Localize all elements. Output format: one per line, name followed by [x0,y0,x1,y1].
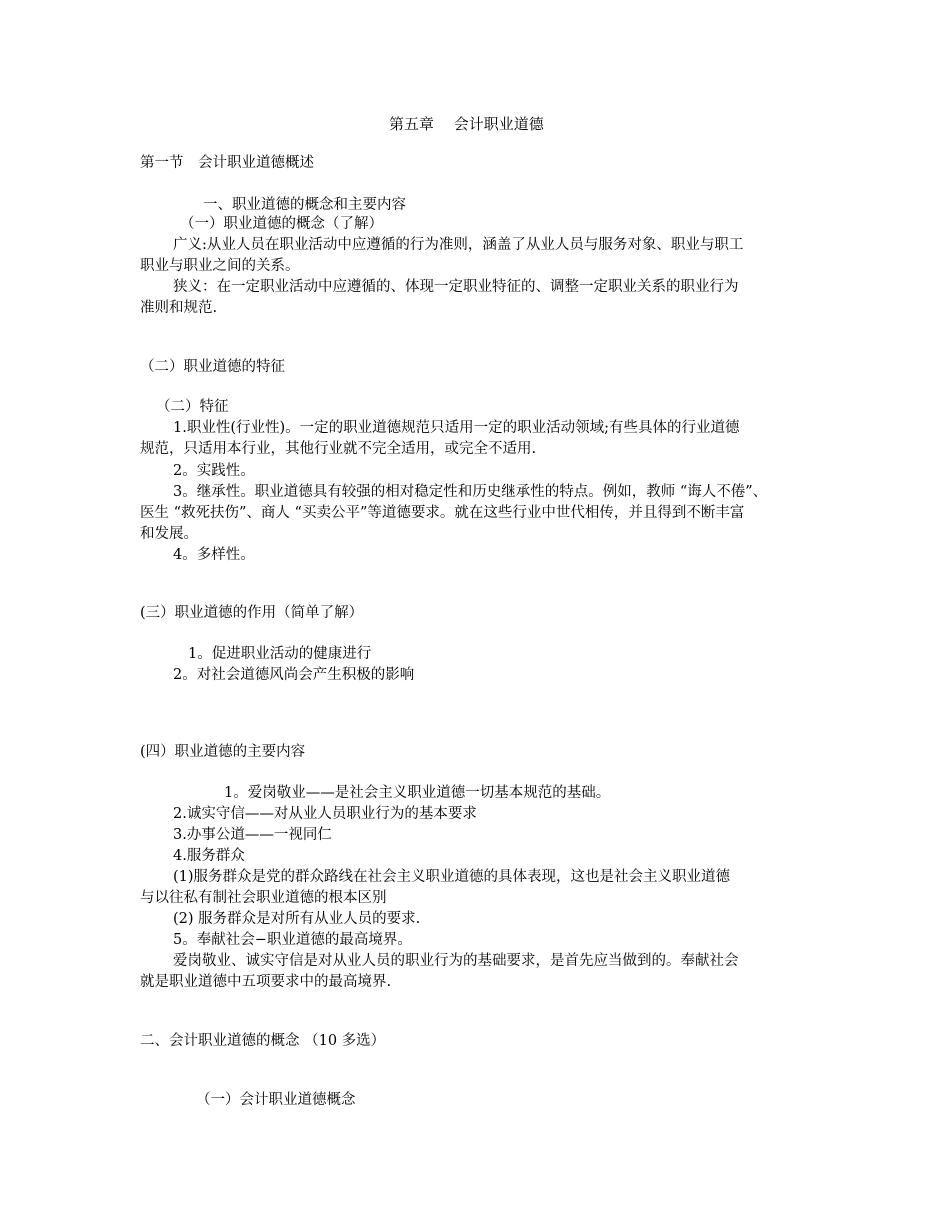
list-item: 1。爱岗敬业——是社会主义职业道德一切基本规范的基础。 [224,785,611,801]
paragraph-line: (1)服务群众是党的群众路线在社会主义职业道德的具体表现，这也是社会主义职业道德 [173,869,731,885]
paragraph-line: 3。继承性。职业道德具有较强的相对稳定性和历史继承性的特点。例如，教师 “诲人不倦”、 [173,484,768,500]
list-item: 5。奉献社会−职业道德的最高境界。 [173,932,412,948]
paragraph-line: 2。实践性。 [173,463,255,479]
list-item: 2.诚实守信——对从业人员职业行为的基本要求 [173,806,477,822]
heading-1-2: （二）职业道德的特征 [140,359,285,375]
heading-1-3: (三）职业道德的作用（简单了解） [140,605,364,621]
heading-2: 二、会计职业道德的概念 （10 多选） [140,1033,386,1049]
heading-1-1: （一）职业道德的概念（了解） [180,216,383,232]
paragraph-line: (2) 服务群众是对所有从业人员的要求. [173,911,421,927]
heading-1-4: (四）职业道德的主要内容 [140,744,306,760]
paragraph-line: 广义:从业人员在职业活动中应遵循的行为准则，涵盖了从业人员与服务对象、职业与职工 [173,237,744,253]
chapter-title: 第五章 会计职业道德 [389,115,544,133]
paragraph-line: 职业与职业之间的关系。 [140,258,300,274]
paragraph-line: 规范，只适用本行业，其他行业就不完全适用，或完全不适用. [140,441,537,457]
paragraph-line: 1.职业性(行业性)。一定的职业道德规范只适用一定的职业活动领域;有些具体的行业道德 [173,420,740,436]
paragraph-line: 爱岗敬业、诚实守信是对从业人员的职业行为的基础要求，是首先应当做到的。奉献社会 [173,953,739,969]
list-item: 1。促进职业活动的健康进行 [188,646,372,662]
list-item: 3.办事公道——一视同仁 [173,827,332,843]
paragraph-line: 狭义：在一定职业活动中应遵循的、体现一定职业特征的、调整一定职业关系的职业行为 [173,279,739,295]
paragraph-line: 与以往私有制社会职业道德的根本区别 [140,890,387,906]
paragraph-line: 和发展。 [140,526,198,542]
list-item: 2。对社会道德风尚会产生积极的影响 [173,667,415,683]
paragraph-line: 准则和规范. [140,300,218,316]
subheading: （二）特征 [156,399,229,415]
section-heading: 第一节 会计职业道德概述 [140,155,314,171]
heading-2-1: （一）会计职业道德概念 [196,1092,356,1108]
paragraph-line: 就是职业道德中五项要求中的最高境界. [140,974,392,990]
list-item: 4.服务群众 [173,848,245,864]
paragraph-line: 医生 “救死扶伤”、商人 “买卖公平”等道德要求。就在这些行业中世代相传，并且得到不断丰富 [140,505,745,521]
paragraph-line: 4。多样性。 [173,547,255,563]
heading-1: 一、职业道德的概念和主要内容 [203,197,406,213]
